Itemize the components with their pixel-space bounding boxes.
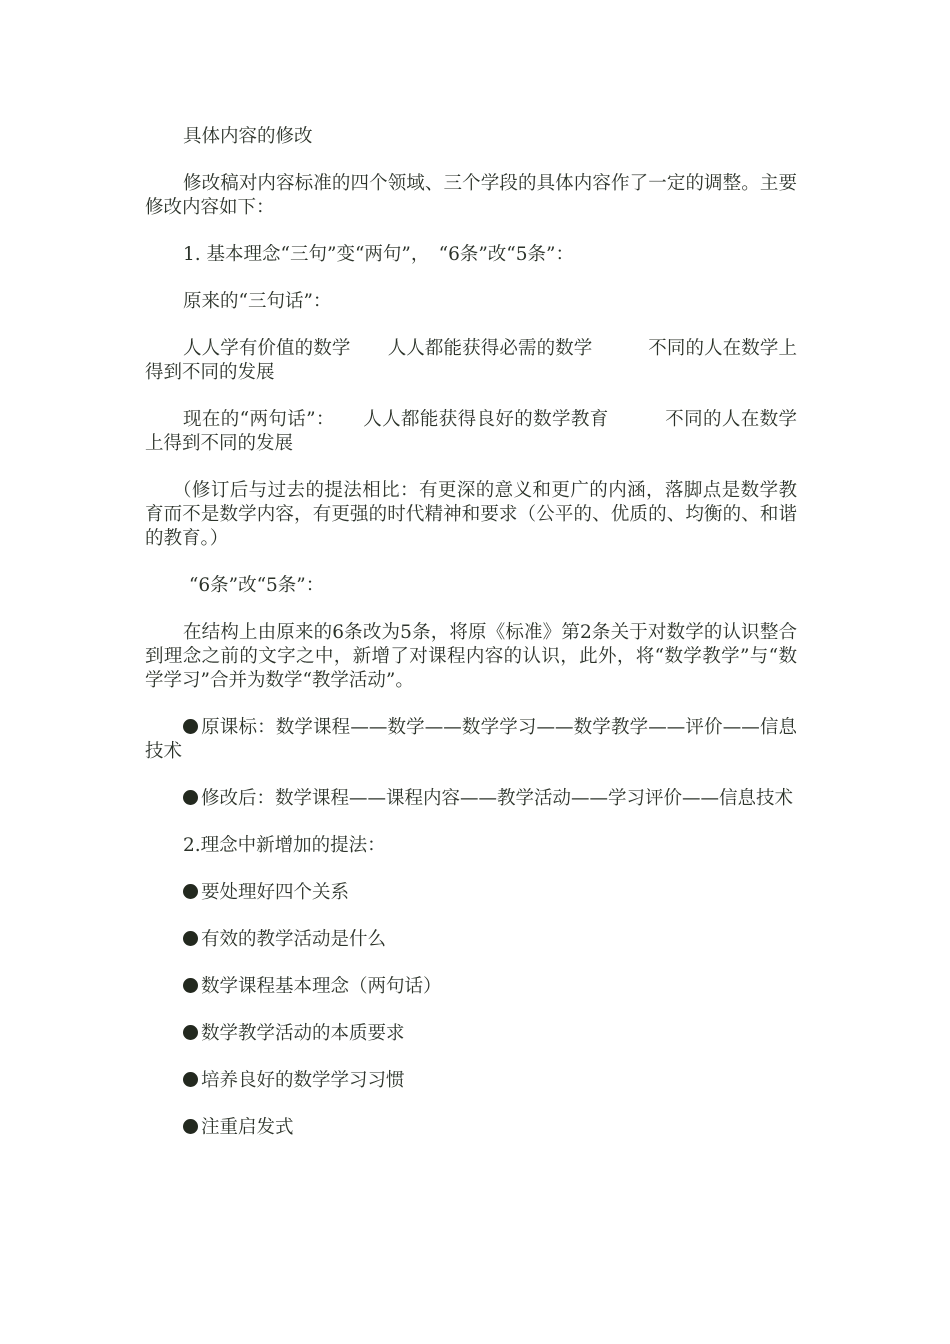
bullet-icon [183, 1025, 198, 1040]
six-to-five-heading: “6条”改“5条”： [183, 575, 325, 596]
bullet-icon [183, 719, 198, 734]
new-item [145, 928, 797, 952]
new-item-text: 注重启发式 [201, 1117, 294, 1138]
section2-heading: 2.理念中新增加的提法： [183, 835, 386, 856]
structure-item-text: 原课标：数学课程——数学——数学学习——数学教学——评价——信息技术 [145, 717, 797, 762]
bullet-icon [183, 884, 198, 899]
new-item-text: 培养良好的数学学习习惯 [201, 1070, 405, 1091]
comparison-note: （修订后与过去的提法相比：有更深的意义和更广的内涵，落脚点是数学教育而不是数学内容，有更强的时代精神和要求（公平的、优质的、均衡的、和谐的教育。） [145, 480, 797, 549]
intro-paragraph: 修改稿对内容标准的四个领域、三个学段的具体内容作了一定的调整。主要修改内容如下： [145, 173, 797, 218]
structure-item [145, 787, 797, 811]
new-item [145, 1116, 797, 1140]
new-item-text: 数学教学活动的本质要求 [201, 1023, 405, 1044]
section-title: 具体内容的修改 [183, 126, 313, 147]
bullet-icon [183, 978, 198, 993]
structure-item-text: 修改后：数学课程——课程内容——教学活动——学习评价——信息技术 [201, 788, 794, 809]
structure-item [145, 716, 797, 764]
new-item-text: 有效的教学活动是什么 [201, 929, 387, 950]
six-to-five-body: 在结构上由原来的6条改为5条，将原《标准》第2条关于对数学的认识整合到理念之前的文字之中，新增了对课程内容的认识，此外，将“数学教学”与“数学学习”合并为数学“教学活动”。 [145, 622, 797, 691]
section1-heading: 1. 基本理念“三句”变“两句”， “6条”改“5条”： [183, 244, 574, 265]
new-item-text: 数学课程基本理念（两句话） [201, 976, 442, 997]
bullet-icon [183, 1119, 198, 1134]
new-item-text: 要处理好四个关系 [201, 882, 350, 903]
original-sentences: 人人学有价值的数学 人人都能获得必需的数学 不同的人在数学上得到不同的发展 [145, 338, 797, 383]
original-label: 原来的“三句话”： [183, 291, 332, 312]
bullet-icon [183, 1072, 198, 1087]
document-body [145, 125, 797, 1163]
new-item [145, 881, 797, 905]
new-item [145, 1022, 797, 1046]
new-item [145, 1069, 797, 1093]
bullet-icon [183, 790, 198, 805]
current-sentences: 现在的“两句话”： 人人都能获得良好的数学教育 不同的人在数学上得到不同的发展 [145, 409, 797, 454]
bullet-icon [183, 931, 198, 946]
new-item [145, 975, 797, 999]
